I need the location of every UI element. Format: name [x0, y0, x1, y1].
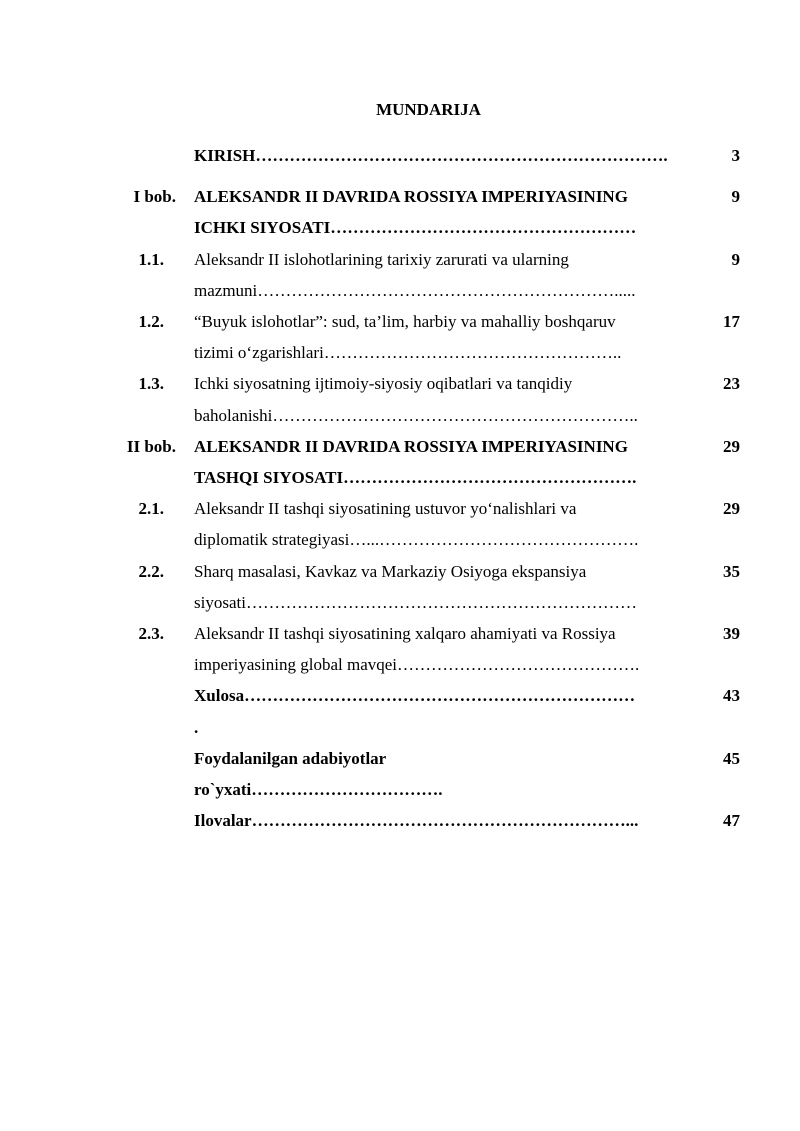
toc-entry-number: II bob.: [126, 436, 176, 456]
toc-entry-number: 2.2.: [138, 561, 164, 581]
toc-entry-chapter-2[interactable]: [0, 431, 800, 493]
toc-entry-title: KIRISH……………………………………………………………….: [194, 146, 668, 165]
toc-entry-xulosa[interactable]: [0, 680, 800, 742]
page-title: MUNDARIJA: [376, 100, 481, 119]
toc-entry-title: ALEKSANDR II DAVRIDA ROSSIYA IMPERIYASINING TASHQI SIYOSATI…………………………………………….: [194, 436, 637, 488]
toc-entry-section-2-2[interactable]: [0, 556, 800, 618]
toc-entry-title: Ichki siyosatning ijtimoiy-siyosiy oqibatlari va tanqidiy baholanishi………………………………………………………..: [194, 374, 638, 425]
toc-entry-bibliography[interactable]: [0, 743, 800, 805]
toc-entry-page: 43: [723, 686, 740, 706]
toc-entry-page: 9: [731, 249, 740, 269]
toc-entry-title: “Buyuk islohotlar”: sud, ta’lim, harbiy va mahalliy boshqaruv tizimi o‘zgarishlari……………………………………………..: [194, 312, 622, 363]
toc-entry-number: 1.3.: [138, 374, 164, 394]
toc-entry-title: Sharq masalasi, Kavkaz va Markaziy Osiyoga ekspansiya siyosati……………………………………………………………: [194, 561, 637, 612]
toc-entry-title: Ilovalar…………………………………………………………...: [194, 811, 639, 831]
toc-entry-ilovalar[interactable]: [0, 805, 800, 836]
toc-entry-title: Foydalanilgan adabiyotlar ro`yxati…………………………….: [194, 748, 443, 800]
toc-entry-kirish[interactable]: [0, 140, 800, 171]
toc-entry-page: 3: [731, 146, 740, 165]
toc-entry-title: Aleksandr II tashqi siyosatining xalqaro ahamiyati va Rossiya imperiyasining global mavqei…………………………………….: [194, 624, 640, 675]
toc-entry-page: 29: [723, 436, 740, 456]
toc-entry-page: 29: [723, 499, 740, 519]
table-of-contents: [0, 140, 800, 836]
toc-entry-number: 1.1.: [138, 249, 164, 269]
toc-entry-section-2-3[interactable]: [0, 618, 800, 680]
toc-entry-section-2-1[interactable]: [0, 493, 800, 555]
toc-entry-number: 1.2.: [138, 312, 164, 332]
toc-entry-title: Xulosa…………………………………………………………… .: [194, 686, 636, 737]
toc-entry-section-1-1[interactable]: [0, 244, 800, 306]
toc-entry-page: 39: [723, 624, 740, 644]
toc-entry-chapter-1[interactable]: [0, 181, 800, 243]
toc-entry-number: I bob.: [133, 187, 176, 207]
toc-entry-title: ALEKSANDR II DAVRIDA ROSSIYA IMPERIYASINING ICHKI SIYOSATI………………………………………………: [194, 187, 637, 238]
toc-entry-section-1-3[interactable]: [0, 368, 800, 430]
toc-entry-section-1-2[interactable]: [0, 306, 800, 368]
toc-entry-page: 17: [723, 312, 740, 332]
toc-entry-title: Aleksandr II islohotlarining tarixiy zarurati va ularning mazmuni……………………………………………………….....: [194, 249, 636, 300]
toc-entry-number: 2.1.: [138, 499, 164, 519]
toc-entry-page: 45: [723, 748, 740, 768]
toc-entry-page: 35: [723, 561, 740, 581]
toc-entry-number: 2.3.: [138, 624, 164, 644]
toc-entry-title: Aleksandr II tashqi siyosatining ustuvor yo‘nalishlari va diplomatik strategiyasi…...……………………………………….: [194, 499, 639, 550]
toc-entry-page: 9: [731, 187, 740, 207]
toc-entry-page: 47: [723, 811, 740, 831]
toc-entry-page: 23: [723, 374, 740, 394]
